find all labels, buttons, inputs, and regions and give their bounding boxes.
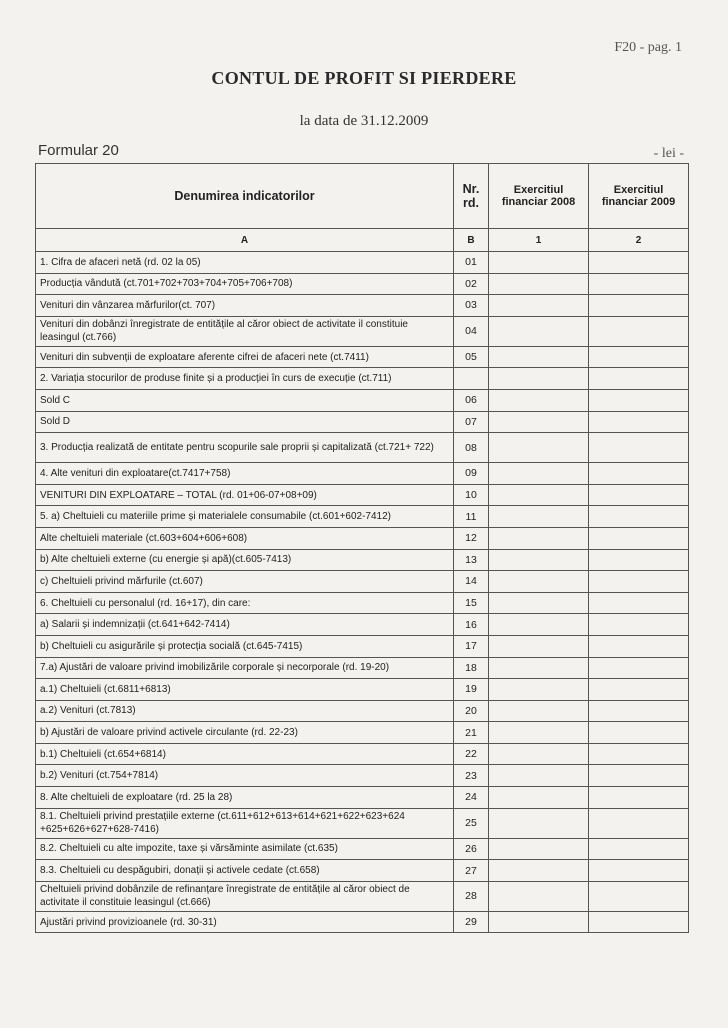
table-row [36, 838, 689, 860]
row-number: 09 [454, 463, 489, 485]
table-row [36, 316, 689, 346]
page-number: F20 - pag. 1 [614, 40, 682, 55]
row-label: Ajustări privind provizioanele (rd. 30-31) [36, 911, 454, 933]
table-row [36, 295, 689, 317]
row-label: 3. Producția realizată de entitate pentru scopurile sale proprii și capitalizată (ct.721+ 722) [36, 433, 454, 463]
row-label: Venituri din vânzarea mărfurilor(ct. 707) [36, 295, 454, 317]
row-number: 02 [454, 273, 489, 295]
row-label: 6. Cheltuieli cu personalul (rd. 16+17), din care: [36, 592, 454, 614]
row-number: 22 [454, 743, 489, 765]
row-label: b.2) Venituri (ct.754+7814) [36, 765, 454, 787]
value-2009-cell [589, 346, 689, 368]
row-label: 1. Cifra de afaceri netă (rd. 02 la 05) [36, 252, 454, 274]
table-row [36, 722, 689, 744]
row-label: b) Alte cheltuieli externe (cu energie și apă)(ct.605-7413) [36, 549, 454, 571]
value-2009-cell [589, 549, 689, 571]
header-year-2009: Exercitiul financiar 2009 [589, 164, 689, 229]
row-number: 01 [454, 252, 489, 274]
table-row [36, 860, 689, 882]
value-2008-cell [489, 838, 589, 860]
row-label: 7.a) Ajustări de valoare privind imobilizările corporale și necorporale (rd. 19-20) [36, 657, 454, 679]
value-2009-cell [589, 433, 689, 463]
value-2008-cell [489, 700, 589, 722]
value-2009-cell [589, 592, 689, 614]
value-2009-cell [589, 411, 689, 433]
table-row [36, 635, 689, 657]
value-2008-cell [489, 389, 589, 411]
subheader-a: A [36, 229, 454, 252]
row-label: a) Salarii și indemnizații (ct.641+642-7414) [36, 614, 454, 636]
row-label: b) Ajustări de valoare privind activele circulante (rd. 22-23) [36, 722, 454, 744]
value-2008-cell [489, 679, 589, 701]
row-number: 11 [454, 506, 489, 528]
table-row [36, 679, 689, 701]
row-number: 25 [454, 808, 489, 838]
value-2008-cell [489, 635, 589, 657]
value-2009-cell [589, 389, 689, 411]
row-number: 18 [454, 657, 489, 679]
table-row [36, 506, 689, 528]
value-2008-cell [489, 657, 589, 679]
row-number: 26 [454, 838, 489, 860]
table-row [36, 787, 689, 809]
value-2008-cell [489, 808, 589, 838]
value-2008-cell [489, 252, 589, 274]
row-number: 16 [454, 614, 489, 636]
row-label: 5. a) Cheltuieli cu materiile prime și materialele consumabile (ct.601+602-7412) [36, 506, 454, 528]
value-2009-cell [589, 679, 689, 701]
row-number: 15 [454, 592, 489, 614]
subheader-col1: 1 [489, 229, 589, 252]
table-row [36, 571, 689, 593]
value-2008-cell [489, 346, 589, 368]
row-label: a.2) Venituri (ct.7813) [36, 700, 454, 722]
row-number: 08 [454, 433, 489, 463]
table-row [36, 911, 689, 933]
value-2008-cell [489, 722, 589, 744]
value-2009-cell [589, 700, 689, 722]
row-label: b.1) Cheltuieli (ct.654+6814) [36, 743, 454, 765]
value-2009-cell [589, 635, 689, 657]
row-label: b) Cheltuieli cu asigurările și protecția socială (ct.645-7415) [36, 635, 454, 657]
row-number: 07 [454, 411, 489, 433]
value-2008-cell [489, 506, 589, 528]
document-subtitle: la data de 31.12.2009 [299, 113, 429, 129]
value-2008-cell [489, 316, 589, 346]
value-2008-cell [489, 911, 589, 933]
row-label: 8.1. Cheltuieli privind prestațiile externe (ct.611+612+613+614+621+622+623+624 +625+626+627+628-7416) [36, 808, 454, 838]
table-row [36, 368, 689, 390]
header-indicator-name: Denumirea indicatorilor [36, 164, 454, 229]
row-number: 23 [454, 765, 489, 787]
row-number: 20 [454, 700, 489, 722]
value-2009-cell [589, 881, 689, 911]
table-row [36, 463, 689, 485]
row-label: 8. Alte cheltuieli de exploatare (rd. 25 la 28) [36, 787, 454, 809]
table-body [36, 252, 689, 933]
row-label: a.1) Cheltuieli (ct.6811+6813) [36, 679, 454, 701]
value-2008-cell [489, 614, 589, 636]
row-number: 04 [454, 316, 489, 346]
row-number: 21 [454, 722, 489, 744]
row-number: 24 [454, 787, 489, 809]
value-2008-cell [489, 273, 589, 295]
table-row [36, 881, 689, 911]
value-2009-cell [589, 743, 689, 765]
value-2009-cell [589, 860, 689, 882]
value-2009-cell [589, 614, 689, 636]
value-2009-cell [589, 765, 689, 787]
unit-label: - lei - [653, 146, 684, 161]
table-row [36, 484, 689, 506]
value-2009-cell [589, 808, 689, 838]
row-number: 10 [454, 484, 489, 506]
value-2008-cell [489, 571, 589, 593]
value-2009-cell [589, 571, 689, 593]
value-2009-cell [589, 295, 689, 317]
row-number: 12 [454, 527, 489, 549]
row-number: 14 [454, 571, 489, 593]
value-2008-cell [489, 295, 589, 317]
value-2008-cell [489, 411, 589, 433]
value-2008-cell [489, 433, 589, 463]
table-row [36, 346, 689, 368]
table-header-row [36, 164, 689, 229]
row-number: 29 [454, 911, 489, 933]
value-2008-cell [489, 860, 589, 882]
subheader-col2: 2 [589, 229, 689, 252]
row-label: Sold C [36, 389, 454, 411]
table-row [36, 433, 689, 463]
row-label: Cheltuieli privind dobânzile de refinanțare înregistrate de entitățile al căror obiect de activitate il constituie leasingul (ct.666) [36, 881, 454, 911]
value-2008-cell [489, 463, 589, 485]
row-label: Alte cheltuieli materiale (ct.603+604+606+608) [36, 527, 454, 549]
value-2009-cell [589, 838, 689, 860]
row-number [454, 368, 489, 390]
table-subheader-row [36, 229, 689, 252]
table-row [36, 743, 689, 765]
value-2009-cell [589, 787, 689, 809]
value-2009-cell [589, 484, 689, 506]
row-label: 4. Alte venituri din exploatare(ct.7417+758) [36, 463, 454, 485]
value-2009-cell [589, 273, 689, 295]
row-number: 13 [454, 549, 489, 571]
value-2009-cell [589, 527, 689, 549]
row-number: 03 [454, 295, 489, 317]
table-row [36, 657, 689, 679]
row-number: 06 [454, 389, 489, 411]
row-number: 28 [454, 881, 489, 911]
row-number: 27 [454, 860, 489, 882]
profit-loss-table [35, 163, 689, 933]
header-row-number: Nr. rd. [454, 164, 489, 229]
subheader-b: B [454, 229, 489, 252]
table-row [36, 411, 689, 433]
form-label: Formular 20 [38, 142, 119, 159]
row-label: 8.3. Cheltuieli cu despăgubiri, donații și activele cedate (ct.658) [36, 860, 454, 882]
row-label: c) Cheltuieli privind mărfurile (ct.607) [36, 571, 454, 593]
row-label: Venituri din subvenții de exploatare aferente cifrei de afaceri nete (ct.7411) [36, 346, 454, 368]
row-label: Producția vândută (ct.701+702+703+704+705+706+708) [36, 273, 454, 295]
value-2008-cell [489, 592, 589, 614]
row-label: Venituri din dobânzi înregistrate de entitățile al căror obiect de activitate il constituie leasingul (ct.766) [36, 316, 454, 346]
value-2009-cell [589, 463, 689, 485]
table-row [36, 765, 689, 787]
value-2009-cell [589, 657, 689, 679]
table-row [36, 273, 689, 295]
value-2008-cell [489, 484, 589, 506]
value-2009-cell [589, 252, 689, 274]
table-row [36, 614, 689, 636]
table-row [36, 592, 689, 614]
row-label: VENITURI DIN EXPLOATARE – TOTAL (rd. 01+06-07+08+09) [36, 484, 454, 506]
value-2008-cell [489, 743, 589, 765]
row-number: 19 [454, 679, 489, 701]
value-2008-cell [489, 881, 589, 911]
value-2009-cell [589, 368, 689, 390]
document-title: CONTUL DE PROFIT SI PIERDERE [211, 68, 517, 88]
row-label: Sold D [36, 411, 454, 433]
table-row [36, 700, 689, 722]
table-row [36, 527, 689, 549]
table-row [36, 252, 689, 274]
table-row [36, 389, 689, 411]
value-2008-cell [489, 765, 589, 787]
value-2008-cell [489, 549, 589, 571]
row-label: 8.2. Cheltuieli cu alte impozite, taxe și vărsăminte asimilate (ct.635) [36, 838, 454, 860]
value-2009-cell [589, 722, 689, 744]
value-2009-cell [589, 316, 689, 346]
value-2008-cell [489, 787, 589, 809]
row-number: 05 [454, 346, 489, 368]
header-year-2008: Exercitiul financiar 2008 [489, 164, 589, 229]
row-number: 17 [454, 635, 489, 657]
row-label: 2. Variația stocurilor de produse finite și a producției în curs de execuție (ct.711) [36, 368, 454, 390]
value-2009-cell [589, 506, 689, 528]
value-2008-cell [489, 527, 589, 549]
value-2008-cell [489, 368, 589, 390]
table-row [36, 808, 689, 838]
value-2009-cell [589, 911, 689, 933]
table-row [36, 549, 689, 571]
